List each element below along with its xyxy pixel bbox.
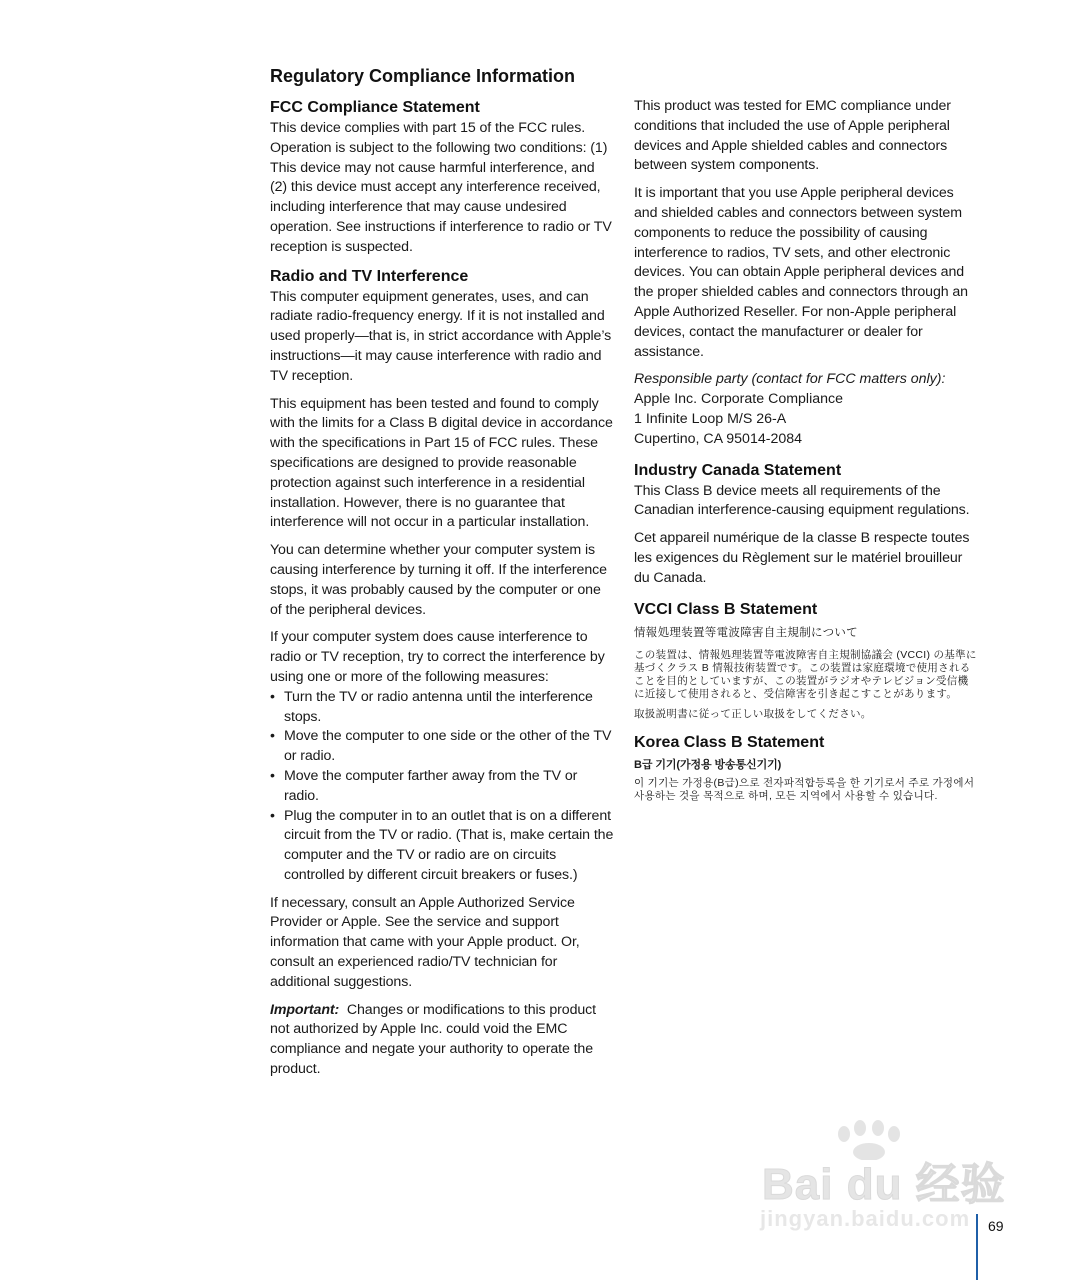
radio-paragraph-1: This computer equipment generates, uses, and can radiate radio-frequency energy. If it is not installed and used properly—that is, in strict accordance with Apple’s instructions—it may cause interference with radio and TV reception.: [270, 288, 612, 384]
vcci-heading: VCCI Class B Statement: [634, 600, 818, 618]
list-item: • Plug the computer in to an outlet that is on a different circuit from the TV or radio. (That is, make certain the computer and the TV or radio are on circuits controlled by different circuit breakers or fuses.): [270, 807, 615, 886]
korea-heading: Korea Class B Statement: [634, 733, 825, 751]
radio-paragraph-4: If your computer system does cause interference to radio or TV reception, try to correct the interference by using one or more of the following measures:: [270, 629, 605, 685]
canada-heading: Industry Canada Statement: [634, 461, 842, 479]
list-item: • Move the computer farther away from the TV or radio.: [270, 767, 615, 807]
page-number: 69: [988, 1218, 1004, 1234]
radio-paragraph-5: If necessary, consult an Apple Authorized Service Provider or Apple. See the service and support information that came with your Apple product. Or, consult an experienced radio/TV technician for additional suggestions.: [270, 894, 580, 990]
baidu-watermark: [756, 1120, 1006, 1230]
important-label: Important:: [270, 1001, 340, 1018]
responsible-party: [634, 370, 979, 449]
page-rule: [976, 1214, 978, 1280]
measures-list: [270, 688, 615, 886]
right-column: [634, 97, 979, 810]
vcci-title: 情報処理装置等電波障害自主規制について: [634, 626, 858, 639]
korea-title: B급 기기(가정용 방송통신기기): [634, 758, 782, 771]
important-note: [270, 1001, 615, 1080]
radio-paragraph-2: This equipment has been tested and found to comply with the limits for a Class B digital device in accordance with the specifications in Part 15 of FCC rules. These specifications are designed to provide reasonable protection against such interference in a residential installation. However, there is no guarantee that interference will not occur in a particular installation.: [270, 395, 613, 531]
left-column: [270, 97, 615, 1088]
vcci-foot: 取扱説明書に従って正しい取扱をしてください。: [634, 708, 872, 721]
page-title: Regulatory Compliance Information: [270, 66, 576, 86]
fcc-heading: FCC Compliance Statement: [270, 99, 480, 116]
address-line: Cupertino, CA 95014-2084: [634, 430, 803, 447]
radio-tv-heading: Radio and TV Interference: [270, 267, 469, 285]
address-line: 1 Infinite Loop M/S 26-A: [634, 410, 787, 427]
vcci-body: この装置は、情報処理装置等電波障害自主規制協議会 (VCCI) の基準に基づくクラス B 情報技術装置です。この装置は家庭環境で使用されることを目的としていますが、この装置がラジオやテレビジョン受信機に近接して使用されると、受信障害を引き起こすことがあります。: [634, 648, 977, 701]
watermark-logo: Bai du 经验: [762, 1160, 1006, 1209]
important-text: Changes or modifications to this product not authorized by Apple Inc. could void the EMC compliance and negate your authority to operate the product.: [270, 1001, 596, 1078]
list-item: • Turn the TV or radio antenna until the interference stops.: [270, 688, 615, 728]
fcc-text: This device complies with part 15 of the FCC rules. Operation is subject to the following two conditions: (1) This device may not cause harmful interference, and (2) this device must accept any interference received, including interference that may cause undesired operation. See instructions if interference to radio or TV reception is suspected.: [270, 120, 612, 255]
emc-paragraph-1: This product was tested for EMC compliance under conditions that included the use of Apple peripheral devices and Apple shielded cables and connectors between system components.: [634, 98, 951, 174]
address-line: Apple Inc. Corporate Compliance: [634, 391, 843, 408]
emc-paragraph-2: It is important that you use Apple peripheral devices and shielded cables and connectors between system components to reduce the possibility of causing interference to radios, TV sets, and other electronic devices. You can obtain Apple peripheral devices and the proper shielded cables and connectors through an Apple Authorized Reseller. For non-Apple peripheral devices, contact the manufacturer or dealer for assistance.: [634, 185, 968, 360]
canada-paragraph-1: This Class B device meets all requirements of the Canadian interference-causing equipment regulations.: [634, 482, 970, 519]
radio-paragraph-3: You can determine whether your computer system is causing interference by turning it off. If the interference stops, it was probably caused by the computer or one of the peripheral devices.: [270, 542, 607, 618]
watermark-url: jingyan.baidu.com: [760, 1206, 971, 1231]
canada-paragraph-2: Cet appareil numérique de la classe B respecte toutes les exigences du Règlement sur le matériel brouilleur du Canada.: [634, 530, 970, 586]
korea-body: 이 기기는 가정용(B급)으로 전자파적합등록을 한 기기로서 주로 가정에서 사용하는 것을 목적으로 하며, 모든 지역에서 사용할 수 있습니다.: [634, 776, 975, 802]
list-item: • Move the computer to one side or the other of the TV or radio.: [270, 727, 615, 767]
responsible-label: Responsible party (contact for FCC matters only):: [634, 371, 946, 388]
